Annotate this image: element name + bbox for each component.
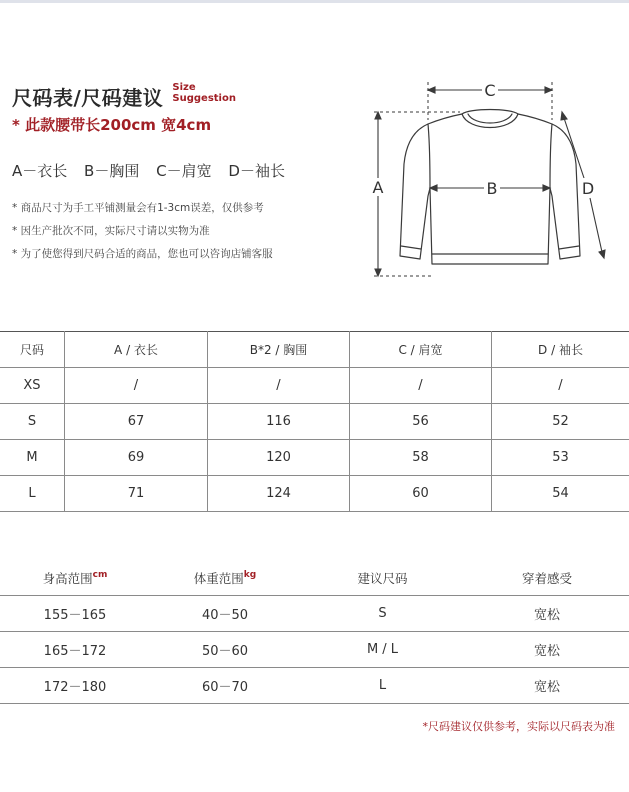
header-cell: 尺码 bbox=[0, 332, 65, 368]
value-cell: / bbox=[492, 368, 629, 404]
legend-d: D－袖长 bbox=[228, 162, 285, 180]
measurement-legend bbox=[12, 160, 297, 181]
table-row bbox=[0, 476, 629, 512]
table-row bbox=[0, 368, 629, 404]
label-b: B bbox=[486, 179, 498, 198]
value-cell: 58 bbox=[350, 440, 492, 476]
weight-cell: 40－50 bbox=[150, 596, 300, 632]
height-cell: 155－165 bbox=[0, 596, 150, 632]
value-cell: / bbox=[208, 368, 350, 404]
value-cell: 120 bbox=[208, 440, 350, 476]
height-cell: 172－180 bbox=[0, 668, 150, 704]
size-cell: L bbox=[300, 668, 465, 704]
fit-cell: 宽松 bbox=[465, 596, 629, 632]
table-row bbox=[0, 404, 629, 440]
value-cell: 124 bbox=[208, 476, 350, 512]
measure-line-d bbox=[564, 118, 584, 178]
value-cell: 52 bbox=[492, 404, 629, 440]
header-cell bbox=[150, 560, 300, 596]
unit-cm: cm bbox=[92, 569, 108, 580]
size-table-header bbox=[0, 332, 629, 368]
size-cell: M bbox=[0, 440, 65, 476]
title-en-line1: Size bbox=[172, 82, 196, 93]
size-table bbox=[0, 331, 629, 512]
sweater-collar bbox=[462, 114, 518, 128]
value-cell: 56 bbox=[350, 404, 492, 440]
unit-kg: kg bbox=[243, 569, 257, 580]
value-cell: 67 bbox=[65, 404, 208, 440]
header-cell bbox=[465, 560, 629, 596]
header-label: 穿着感受 bbox=[521, 570, 572, 586]
legend-c: C－肩宽 bbox=[156, 162, 212, 180]
size-cell: XS bbox=[0, 368, 65, 404]
table-row bbox=[0, 632, 629, 668]
value-cell: 60 bbox=[350, 476, 492, 512]
footnote: *尺码建议仅供参考，实际以尺码表为准 bbox=[422, 720, 615, 733]
value-cell: 54 bbox=[492, 476, 629, 512]
value-cell: 69 bbox=[65, 440, 208, 476]
header-cell: B*2 / 胸围 bbox=[208, 332, 350, 368]
size-cell: L bbox=[0, 476, 65, 512]
label-c: C bbox=[484, 81, 496, 100]
table-row bbox=[0, 668, 629, 704]
legend-a: A－衣长 bbox=[12, 162, 68, 180]
top-border bbox=[0, 0, 629, 3]
note-item: * 商品尺寸为手工平铺测量会有1-3cm误差，仅供参考 bbox=[12, 202, 264, 214]
header-label: 身高范围 bbox=[42, 570, 93, 586]
header-cell: D / 袖长 bbox=[492, 332, 629, 368]
weight-cell: 60－70 bbox=[150, 668, 300, 704]
legend-b: B－胸围 bbox=[84, 162, 140, 180]
size-cell: S bbox=[0, 404, 65, 440]
label-a: A bbox=[372, 178, 384, 197]
title-row bbox=[12, 82, 236, 112]
value-cell: 53 bbox=[492, 440, 629, 476]
header-cell bbox=[300, 560, 465, 596]
note-item: * 为了使您得到尺码合适的商品，您也可以咨询店铺客服 bbox=[12, 248, 273, 260]
page-title-english bbox=[172, 82, 236, 104]
size-cell: S bbox=[300, 596, 465, 632]
header-label: 建议尺码 bbox=[357, 570, 408, 586]
fit-cell: 宽松 bbox=[465, 632, 629, 668]
fit-table-header bbox=[0, 560, 629, 596]
header-label: 体重范围 bbox=[193, 570, 244, 586]
title-en-line2: Suggestion bbox=[172, 93, 236, 104]
notes-list bbox=[12, 201, 273, 270]
table-row bbox=[0, 440, 629, 476]
header-cell: C / 肩宽 bbox=[350, 332, 492, 368]
size-cell: M / L bbox=[300, 632, 465, 668]
belt-spec: * 此款腰带长200cm 宽4cm bbox=[12, 116, 212, 134]
value-cell: 116 bbox=[208, 404, 350, 440]
fit-cell: 宽松 bbox=[465, 668, 629, 704]
sweater-diagram bbox=[370, 76, 610, 281]
value-cell: / bbox=[65, 368, 208, 404]
header-cell bbox=[0, 560, 150, 596]
note-item: * 因生产批次不同，实际尺寸请以实物为准 bbox=[12, 225, 210, 237]
table-row bbox=[0, 596, 629, 632]
value-cell: / bbox=[350, 368, 492, 404]
value-cell: 71 bbox=[65, 476, 208, 512]
page-title: 尺码表/尺码建议 bbox=[12, 86, 164, 110]
label-d: D bbox=[581, 179, 595, 198]
header-cell: A / 衣长 bbox=[65, 332, 208, 368]
weight-cell: 50－60 bbox=[150, 632, 300, 668]
fit-suggestion-table bbox=[0, 560, 629, 704]
height-cell: 165－172 bbox=[0, 632, 150, 668]
